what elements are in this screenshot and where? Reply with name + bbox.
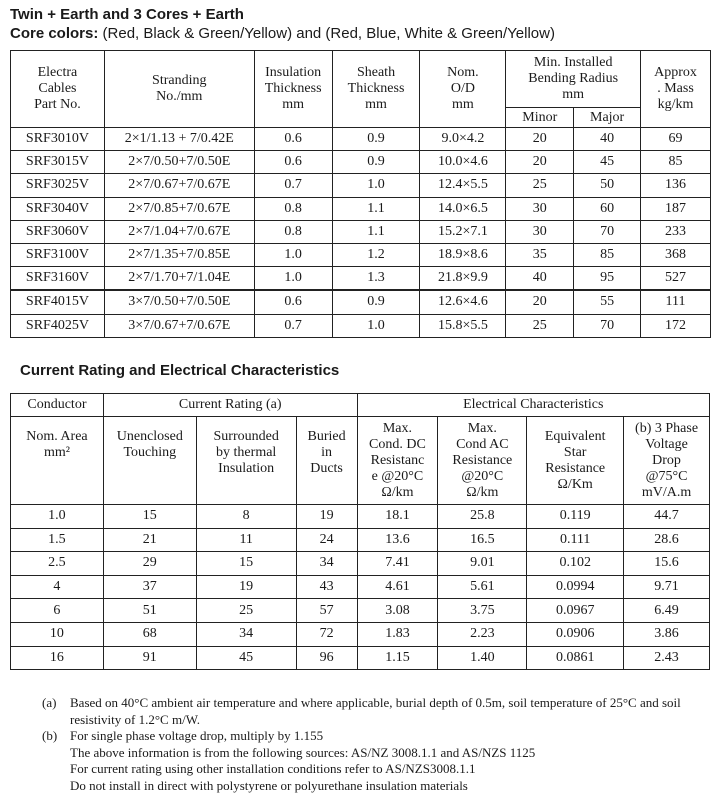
table-row: [11, 243, 711, 266]
note-warning: Do not install in direct with polystyrene or polyurethane insulation materials: [70, 777, 468, 793]
table-cell: 24: [296, 528, 357, 552]
group-electrical: Electrical Characteristics: [357, 394, 709, 417]
col-surrounded: Surrounded by thermal Insulation: [196, 417, 296, 505]
table-cell: 0.9: [332, 290, 420, 314]
table-row: [11, 314, 711, 337]
table-cell: 0.111: [527, 528, 624, 552]
table-cell: 15: [196, 552, 296, 576]
table-cell: SRF3025V: [11, 174, 105, 197]
table-cell: 35: [506, 243, 574, 266]
table-cell: 70: [574, 220, 641, 243]
table-cell: 1.1: [332, 220, 420, 243]
table-row: [11, 575, 710, 599]
col-part-no: Electra Cables Part No.: [11, 51, 105, 128]
table-cell: SRF4015V: [11, 290, 105, 314]
col-buried: Buried in Ducts: [296, 417, 357, 505]
table-cell: 72: [296, 622, 357, 646]
table-cell: 368: [641, 243, 711, 266]
table-cell: 1.0: [11, 505, 104, 529]
rating-section-title: Current Rating and Electrical Characteristics: [20, 362, 340, 379]
table-cell: SRF3015V: [11, 151, 105, 174]
table-cell: 95: [574, 267, 641, 291]
table-cell: 1.5: [11, 528, 104, 552]
table-cell: 9.71: [624, 575, 710, 599]
table-row: [11, 290, 711, 314]
table-cell: 21: [103, 528, 196, 552]
table-cell: 527: [641, 267, 711, 291]
table-cell: 1.0: [254, 243, 332, 266]
table-cell: 1.0: [332, 174, 420, 197]
table-cell: 1.0: [254, 267, 332, 291]
table-cell: 0.8: [254, 197, 332, 220]
table-cell: 9.01: [438, 552, 527, 576]
table-cell: 12.6×4.6: [420, 290, 506, 314]
table-cell: 21.8×9.9: [420, 267, 506, 291]
table-row: [11, 528, 710, 552]
table-cell: 0.9: [332, 151, 420, 174]
table-cell: 1.83: [357, 622, 438, 646]
table-cell: 2×7/0.85+7/0.67E: [104, 197, 254, 220]
table-cell: 40: [574, 128, 641, 151]
table-cell: SRF3160V: [11, 267, 105, 291]
table-cell: 2×7/0.50+7/0.50E: [104, 151, 254, 174]
table-cell: 1.0: [332, 314, 420, 337]
table-cell: 34: [196, 622, 296, 646]
table-cell: 18.1: [357, 505, 438, 529]
table-cell: SRF4025V: [11, 314, 105, 337]
table-cell: 3×7/0.50+7/0.50E: [104, 290, 254, 314]
table-row: [11, 646, 710, 670]
table-row: [11, 267, 711, 291]
table-cell: 29: [103, 552, 196, 576]
table-row: [11, 622, 710, 646]
table-cell: 0.6: [254, 128, 332, 151]
table-cell: 0.0967: [527, 599, 624, 623]
note-other-conditions: For current rating using other installation conditions refer to AS/NZS3008.1.1: [70, 761, 476, 776]
col-ac-resistance: Max. Cond AC Resistance @20°C Ω/km: [438, 417, 527, 505]
table-cell: 0.102: [527, 552, 624, 576]
table-cell: 16: [11, 646, 104, 670]
page-title: Twin + Earth and 3 Cores + Earth: [10, 6, 244, 23]
table-cell: 60: [574, 197, 641, 220]
table-cell: 25: [506, 174, 574, 197]
note-a: (a) Based on 40°C ambient air temperature and where applicable, burial depth of 0.5m, soil temperature of 25°C and soil resistivity of 1.2°C m/W.: [42, 695, 681, 727]
table-cell: 12.4×5.5: [420, 174, 506, 197]
core-colors-value: (Red, Black & Green/Yellow) and (Red, Blue, White & Green/Yellow): [102, 25, 555, 42]
table-cell: 10.0×4.6: [420, 151, 506, 174]
table-cell: 68: [103, 622, 196, 646]
table-cell: 70: [574, 314, 641, 337]
table-cell: SRF3010V: [11, 128, 105, 151]
table-cell: 2×1/1.13 + 7/0.42E: [104, 128, 254, 151]
col-major: Major: [574, 108, 641, 128]
col-sheath: Sheath Thickness mm: [332, 51, 420, 128]
table-cell: 25: [506, 314, 574, 337]
table-cell: 10: [11, 622, 104, 646]
table-cell: 91: [103, 646, 196, 670]
table-cell: 20: [506, 128, 574, 151]
table-cell: 3.86: [624, 622, 710, 646]
table-cell: 4: [11, 575, 104, 599]
table-cell: 0.0861: [527, 646, 624, 670]
table-cell: 44.7: [624, 505, 710, 529]
table-cell: 18.9×8.6: [420, 243, 506, 266]
table-cell: 50: [574, 174, 641, 197]
table-cell: 40: [506, 267, 574, 291]
table-cell: 57: [296, 599, 357, 623]
col-unenclosed: Unenclosed Touching: [103, 417, 196, 505]
table-cell: SRF3100V: [11, 243, 105, 266]
table-cell: 8: [196, 505, 296, 529]
table-cell: 25: [196, 599, 296, 623]
table-cell: 136: [641, 174, 711, 197]
table-cell: 85: [574, 243, 641, 266]
table-cell: 28.6: [624, 528, 710, 552]
table-cell: 20: [506, 290, 574, 314]
core-colors-label: Core colors:: [10, 25, 99, 42]
table-cell: 3×7/0.67+7/0.67E: [104, 314, 254, 337]
table-cell: SRF3040V: [11, 197, 105, 220]
col-mass: Approx . Mass kg/km: [641, 51, 711, 128]
table-cell: 187: [641, 197, 711, 220]
table-cell: 7.41: [357, 552, 438, 576]
table-cell: 15.2×7.1: [420, 220, 506, 243]
table-cell: 2.5: [11, 552, 104, 576]
table-cell: 45: [574, 151, 641, 174]
table-cell: 37: [103, 575, 196, 599]
table-cell: 69: [641, 128, 711, 151]
table-row: [11, 599, 710, 623]
table-cell: 1.2: [332, 243, 420, 266]
table-cell: 3.08: [357, 599, 438, 623]
table-cell: 96: [296, 646, 357, 670]
note-sources: The above information is from the following sources: AS/NZ 3008.1.1 and AS/NZS 1125: [70, 744, 536, 760]
col-bending-radius: Min. Installed Bending Radius mm: [506, 51, 641, 108]
footnotes: [42, 695, 712, 794]
table-cell: SRF3060V: [11, 220, 105, 243]
table-cell: 13.6: [357, 528, 438, 552]
table-cell: 0.7: [254, 174, 332, 197]
table-cell: 3.75: [438, 599, 527, 623]
table-cell: 2.43: [624, 646, 710, 670]
col-nom-area: Nom. Area mm²: [11, 417, 104, 505]
cable-spec-table: [10, 50, 711, 338]
table-row: [11, 220, 711, 243]
col-insulation: Insulation Thickness mm: [254, 51, 332, 128]
table-row: [11, 197, 711, 220]
table-cell: 45: [196, 646, 296, 670]
col-od: Nom. O/D mm: [420, 51, 506, 128]
table-cell: 20: [506, 151, 574, 174]
table-cell: 34: [296, 552, 357, 576]
table-cell: 233: [641, 220, 711, 243]
table-cell: 19: [196, 575, 296, 599]
rating-table-body: [11, 505, 710, 670]
table-cell: 16.5: [438, 528, 527, 552]
table-cell: 43: [296, 575, 357, 599]
group-current-rating: Current Rating (a): [103, 394, 357, 417]
table-cell: 6.49: [624, 599, 710, 623]
table-row: [11, 505, 710, 529]
table-cell: 0.6: [254, 290, 332, 314]
table-cell: 2×7/1.35+7/0.85E: [104, 243, 254, 266]
table-cell: 0.119: [527, 505, 624, 529]
col-star-resistance: Equivalent Star Resistance Ω/Km: [527, 417, 624, 505]
table-cell: 111: [641, 290, 711, 314]
table-cell: 15: [103, 505, 196, 529]
table-cell: 15.8×5.5: [420, 314, 506, 337]
table-cell: 2×7/1.04+7/0.67E: [104, 220, 254, 243]
table-cell: 0.6: [254, 151, 332, 174]
col-minor: Minor: [506, 108, 574, 128]
table-cell: 19: [296, 505, 357, 529]
table-cell: 2×7/1.70+7/1.04E: [104, 267, 254, 291]
table-cell: 30: [506, 220, 574, 243]
table-cell: 0.0906: [527, 622, 624, 646]
table-cell: 9.0×4.2: [420, 128, 506, 151]
col-stranding: Stranding No./mm: [104, 51, 254, 128]
rating-table: [10, 393, 710, 670]
table-cell: 1.15: [357, 646, 438, 670]
table-cell: 25.8: [438, 505, 527, 529]
table-cell: 6: [11, 599, 104, 623]
table-cell: 30: [506, 197, 574, 220]
cable-table-body: [11, 128, 711, 338]
table-cell: 0.9: [332, 128, 420, 151]
table-cell: 11: [196, 528, 296, 552]
table-cell: 85: [641, 151, 711, 174]
table-cell: 5.61: [438, 575, 527, 599]
core-colors-line: [10, 25, 555, 42]
group-conductor: Conductor: [11, 394, 104, 417]
table-cell: 2×7/0.67+7/0.67E: [104, 174, 254, 197]
table-cell: 15.6: [624, 552, 710, 576]
table-cell: 1.3: [332, 267, 420, 291]
note-b: (b) For single phase voltage drop, multiply by 1.155: [42, 728, 324, 743]
table-row: [11, 174, 711, 197]
table-cell: 4.61: [357, 575, 438, 599]
col-voltage-drop: (b) 3 Phase Voltage Drop @75°C mV/A.m: [624, 417, 710, 505]
table-cell: 0.0994: [527, 575, 624, 599]
table-row: [11, 552, 710, 576]
table-cell: 172: [641, 314, 711, 337]
table-cell: 1.1: [332, 197, 420, 220]
table-cell: 1.40: [438, 646, 527, 670]
table-cell: 2.23: [438, 622, 527, 646]
table-row: [11, 151, 711, 174]
table-cell: 51: [103, 599, 196, 623]
table-row: [11, 128, 711, 151]
table-cell: 55: [574, 290, 641, 314]
col-dc-resistance: Max. Cond. DC Resistanc e @20°C Ω/km: [357, 417, 438, 505]
table-cell: 0.8: [254, 220, 332, 243]
table-cell: 14.0×6.5: [420, 197, 506, 220]
table-cell: 0.7: [254, 314, 332, 337]
